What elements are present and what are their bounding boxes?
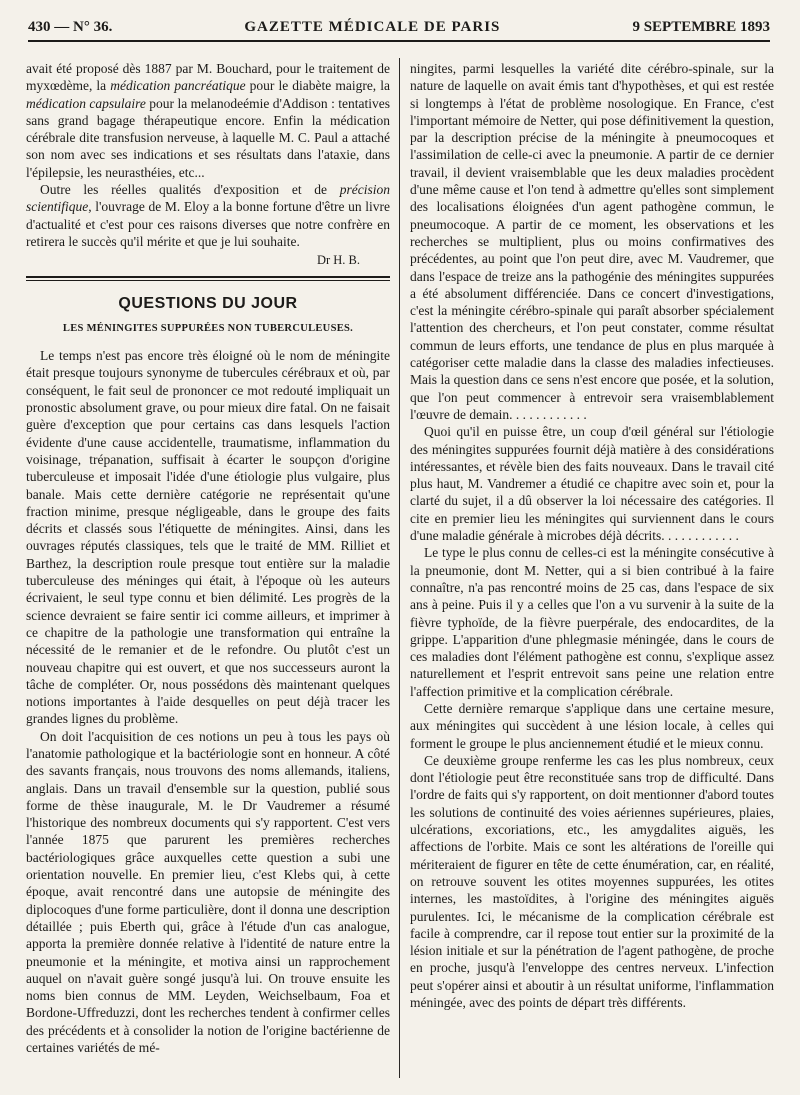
column-divider [399,58,400,1078]
paragraph: Le temps n'est pas encore très éloigné où le nom de méningite était presque toujours synonyme de tubercules cérébraux et où, par conséquent, le fait seul de prononcer ce mot redouté impliquait un pronostic absolument grave, ou pour mieux dire fatal. On ne faisait guère d'exception que pour certains cas dans lesquels l'action évidente d'une cause accidentelle, traumatisme, inflammation du voisinage, trépanation, suffisait à écarter le soupçon d'origine tuberculeuse et imposait l'idée d'une étiologie plus vulgaire, plus banale. Mais cette dernière catégorie ne représentait qu'une fraction minime, presque négligeable, dans le groupe des faits décrits et classés sous l'étiquette de méningites. Ainsi, dans les ouvrages réputés classiques, tels que le traité de MM. Rilliet et Barthez, la description roule presque tout entière sur la maladie tuberculeuse des méninges qui était, à l'époque où les auteurs écrivaient, le seul type connu et bien délimité. Les progrès de la science devraient se faire sentir ici comme ailleurs, et imprimer à ce chapitre de la pathologie une transformation qui entraîne la nécessité de le remanier et de le refondre. Ou plutôt c'est un nouveau chapitre qui est ouvert, et que nos successeurs auront la tâche de compléter. Or, nous possédons dès maintenant quelques notions importantes à l'aide desquelles on peut déjà tracer les grandes lignes du problème. [26,348,390,727]
paragraph: Quoi qu'il en puisse être, un coup d'œil général sur l'étiologie des méningites suppurées fournit déjà matière à des considérations intéressantes, et révèle bien des faits nouveaux. Dans le travail cité plus haut, M. Vandremer a étudié ce chapitre avec soin et, pour la clarté du sujet, il a dû observer la loi nécessaire des catégories. Il cite en premier lieu les méningites qui surviennent dans le cours d'une maladie générale à microbes déjà décrits. . . . . . . . . . . . [410,424,774,544]
left-column [26,60,390,1056]
section-rule [26,276,390,281]
paragraph: ningites, parmi lesquelles la variété dite cérébro-spinale, sur la nature de laquelle on avait émis tant d'hypothèses, et qui est restée si longtemps à l'état de problème nosologique. En France, c'est l'important mémoire de Netter, qui pose définitivement la question, par la description précise de la méningite à pneumocoques et l'assimilation de celle-ci avec la pneumonie. A partir de ce dernier travail, il devient vraisemblable que les deux maladies procèdent d'une même cause et l'on tend à admettre qu'elles sont simplement des localisations éloignées d'un agent pathogène commun, le pneumocoque. A partir de ce moment, les observations et les recherches se multiplient, plus ou moins confirmatives des précédentes, au point que l'on peut dire, avec M. Vaudremer, que dans l'espace de treize ans la pathogénie des méningites suppurées a été absolument différenciée. Dans ce concert d'investigations, c'est la méningite cérébro-spinale qui paraît absorber spécialement l'attention des chercheurs, et l'on peut constater, comme résultat commun de leurs efforts, une tendance de plus en plus marquée à catégoriser cette maladie dans la classe des maladies infectieuses. Mais la question dans ce sens n'est encore que posée, et la solution, que l'on peut commencer à entrevoir sera vraisemblablement l'œuvre de demain. . . . . . . . . . . . [410,61,774,422]
paragraph: Ce deuxième groupe renferme les cas les plus nombreux, ceux dont l'étiologie peut être reconstituée sans trop de difficulté. Dans l'ordre de faits qui s'y rapportent, on doit mentionner d'abord toutes les solutions de continuité des voies aériennes supérieures, plaies, ulcérations, excoriations, etc., les amygdalites aiguës, les affections de l'orbite. Mais ce sont les altérations de l'oreille qui mériteraient de figurer en tête de cette énumération, car, en réalité, on retrouve souvent les otites moyennes suppurées, les otites internes, les mastoïdites, à l'origine des méningites aiguës purulentes. Ici, le mécanisme de la complication cérébrale est facile à comprendre, car il repose tout entier sur la proximité de la lésion initiale et sur la pénétration de l'agent pathogène, de proche en proche, jusqu'à l'enveloppe des centres nerveux. L'infection peut s'opérer ainsi et aboutir à un résultat uniforme, l'inflammation méningée, avec des points de départ très différents. [410,752,774,1011]
paragraph: Outre les réelles qualités d'exposition et de précision scientifique, l'ouvrage de M. Eloy a la bonne fortune d'être un livre d'actualité et c'est pour ces raisons diverses que notre confrère en retirera le succès qu'il mérite et que je lui souhaite. [26,182,390,249]
paragraph: Cette dernière remarque s'applique dans une certaine mesure, aux méningites qui succèdent à une lésion locale, à celles qui forment le groupe le plus anciennement étudié et le mieux connu. [410,700,774,751]
right-column [410,60,774,1011]
section-subtitle: LES MÉNINGITES SUPPURÉES NON TUBERCULEUSES. [62,322,354,334]
paragraph: Le type le plus connu de celles-ci est la méningite consécutive à la pneumonie, dont M. Netter, qui a si bien contribué à la faire connaître, n'a pas rencontré moins de 25 cas, dans l'espace de six ans à peine. Puis il y a celles que l'on a vu survenir à la suite de la fièvre typhoïde, de la fièvre puerpérale, des endocardites, de la grippe. L'apparition d'une phlegmasie méningée, dans le cours de ces maladies dont l'élément pathogène est connu, s'explique assez naturellement et l'esprit entrevoit sans peine une relation entre l'affection primitive et la complication cérébrale. [410,545,774,699]
paragraph: On doit l'acquisition de ces notions un peu à tous les pays où l'anatomie pathologique et la bactériologie sont en honneur. A côté des savants français, nous trouvons des noms allemands, italiens, anglais. Dans un travail d'ensemble sur la question, publié sous forme de thèse inaugurale, M. le Dr Vaudremer a résumé l'historique des nombreux documents qui s'y rapportent. C'est vers l'année 1875 que parurent les premières recherches bactériologiques grâce auxquelles cette question a subi une orientation nouvelle. En premier lieu, c'est Klebs qui, à cette époque, avait rencontré dans une autopsie de méningite des diplocoques d'une forme particulière, dont il donna une description détaillée ; puis Eberth qui, grâce à l'étude d'un cas analogue, apporta la première donnée relative à l'identité de nature entre la pneumonie et la méningite, et motiva ainsi un rapprochement auquel on n'avait guère songé jusqu'à lui. On trouve ensuite les noms bien connus de MM. Leyden, Weichselbaum, Foa et Bordone-Uffreduzzi, dont les recherches tendent à confirmer celles des précédents et à consolider la notion de l'origine bactérienne de certaines variétés de mé- [26,728,390,1056]
page-number: 430 — N° 36. [28,18,113,35]
paragraph: avait été proposé dès 1887 par M. Bouchard, pour le traitement de myxœdème, la médication pancréatique pour le diabète maigre, la médication capsulaire pour la melanodeémie d'Addison : tentatives sans grand bagage thérapeutique encore. Enfin la médication cérébrale dite transfusion nerveuse, à laquelle M. C. Paul a attaché son nom avec ses indications et ses résultats dans l'ataxie, dans l'épilepsie, les neurasthéies, etc... [26,61,390,180]
journal-title: GAZETTE MÉDICALE DE PARIS [244,18,501,35]
section-title: QUESTIONS DU JOUR [118,294,298,312]
signature: Dr H. B. [316,253,360,268]
issue-date: 9 SEPTEMBRE 1893 [632,18,770,35]
page-header [28,14,770,42]
